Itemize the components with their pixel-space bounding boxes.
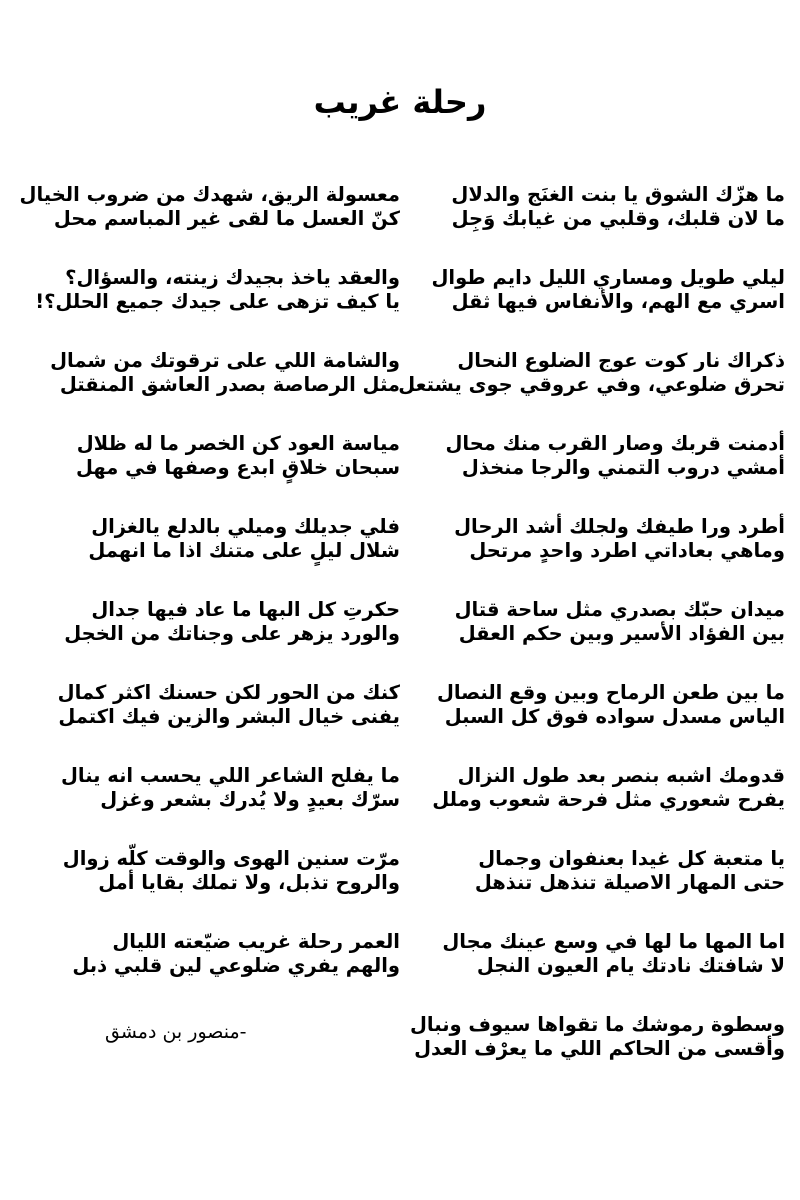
left-stanza-3 <box>20 349 400 397</box>
verse-line: شلال ليلٍ على متنك اذا ما انهمل <box>88 539 400 562</box>
verse-line: يفنى خيال البشر والزين فيك اكتمل <box>58 705 400 728</box>
verse-line: حتى المهار الاصيلة تنذهل تنذهل <box>474 871 785 894</box>
verse-line: ما بين طعن الرماح وبين وقع النصال <box>436 681 785 704</box>
verse-line: وماهي بعاداتي اطرد واحدٍ مرتحل <box>469 539 785 562</box>
verse-line: اما المها ما لها في وسع عينك مجال <box>442 930 785 953</box>
right-stanza-3 <box>398 349 785 397</box>
verse-line: كنّ العسل ما لقى غير المباسم محل <box>53 207 400 230</box>
verse-line: ما لان قلبك، وقلبي من غيابك وَجِل <box>451 207 785 230</box>
verse-line: اسري مع الهم، والأنفاس فيها ثقل <box>451 290 785 313</box>
verse-line: ما يفلح الشاعر اللي يحسب انه ينال <box>60 764 400 787</box>
verse-line: حكرتِ كل البها ما عاد فيها جدال <box>91 598 400 621</box>
left-stanza-10 <box>20 930 400 978</box>
left-stanza-8 <box>20 764 400 812</box>
verse-line: تحرق ضلوعي، وفي عروقي جوى يشتعل <box>398 373 785 396</box>
verse-line: سرّك بعيدٍ ولا يُدرك بشعر وغزل <box>100 788 400 811</box>
left-stanza-7 <box>20 681 400 729</box>
verse-line: معسولة الريق، شهدك من ضروب الخيال <box>19 183 400 206</box>
right-stanza-2 <box>405 266 785 314</box>
verse-line: وأقسى من الحاكم اللي ما يعرْف العدل <box>414 1037 785 1060</box>
verse-line: يا كيف تزهى على جيدك جميع الحلل؟! <box>35 290 400 313</box>
verse-line: والروح تذبل، ولا تملك بقايا أمل <box>98 871 400 894</box>
verse-line: سبحان خلاقٍ ابدع وصفها في مهل <box>75 456 400 479</box>
verse-line: العمر رحلة غريب ضيّعته الليال <box>112 930 400 953</box>
verse-line: والعقد ياخذ بجيدك زينته، والسؤال؟ <box>65 266 400 289</box>
right-stanza-4 <box>405 432 785 480</box>
verse-line: أمشي دروب التمني والرجا منخذل <box>461 456 785 479</box>
verse-line: مرّت سنين الهوى والوقت كلّه زوال <box>62 847 400 870</box>
verse-line: والهم يفري ضلوعي لين قلبي ذبل <box>72 954 400 977</box>
verse-line: يفرح شعوري مثل فرحة شعوب وملل <box>432 788 785 811</box>
left-stanza-5 <box>20 515 400 563</box>
poet-signature: -منصور بن دمشق <box>105 1021 247 1043</box>
verse-line: كنك من الحور لكن حسنك اكثر كمال <box>57 681 400 704</box>
left-stanza-1 <box>20 183 400 231</box>
verse-line: أطرد ورا طيفك ولجلك أشد الرحال <box>454 515 785 538</box>
right-stanza-9 <box>405 847 785 895</box>
right-stanza-6 <box>405 598 785 646</box>
verse-line: يا متعبة كل غيدا بعنفوان وجمال <box>478 847 785 870</box>
right-stanza-8 <box>405 764 785 812</box>
right-stanza-7 <box>405 681 785 729</box>
verse-line: ليلي طويل ومساري الليل دايم طوال <box>431 266 785 289</box>
left-stanza-2 <box>20 266 400 314</box>
verse-line: والشامة اللي على ترقوتك من شمال <box>50 349 400 372</box>
verse-line: مثل الرصاصة بصدر العاشق المنقتل <box>59 373 400 396</box>
right-stanza-10 <box>405 930 785 978</box>
verse-line: مياسة العود كن الخصر ما له ظلال <box>76 432 400 455</box>
left-stanza-9 <box>20 847 400 895</box>
right-stanza-5 <box>405 515 785 563</box>
left-stanza-4 <box>20 432 400 480</box>
verse-line: قدومك اشبه بنصر بعد طول النزال <box>457 764 785 787</box>
verse-line: ما هزّك الشوق يا بنت الغنَج والدلال <box>451 183 785 206</box>
verse-line: أدمنت قربك وصار القرب منك محال <box>445 432 785 455</box>
right-stanza-1 <box>405 183 785 231</box>
right-stanza-11 <box>405 1013 785 1061</box>
verse-line: الياس مسدل سواده فوق كل السبل <box>444 705 785 728</box>
verse-line: وسطوة رموشك ما تقواها سيوف ونبال <box>410 1013 785 1036</box>
verse-line: ذكراك نار كوت عوج الضلوع النحال <box>457 349 785 372</box>
verse-line: والورد يزهر على وجناتك من الخجل <box>64 622 400 645</box>
verse-line: بين الفؤاد الأسير وبين حكم العقل <box>458 622 785 645</box>
verse-line: ميدان حبّك بصدري مثل ساحة قتال <box>454 598 785 621</box>
left-stanza-6 <box>20 598 400 646</box>
poem-title: رحلة غريب <box>313 83 487 121</box>
verse-line: لا شافتك نادتك يام العيون النجل <box>476 954 785 977</box>
verse-line: فلي جديلك وميلي بالدلع يالغزال <box>91 515 400 538</box>
